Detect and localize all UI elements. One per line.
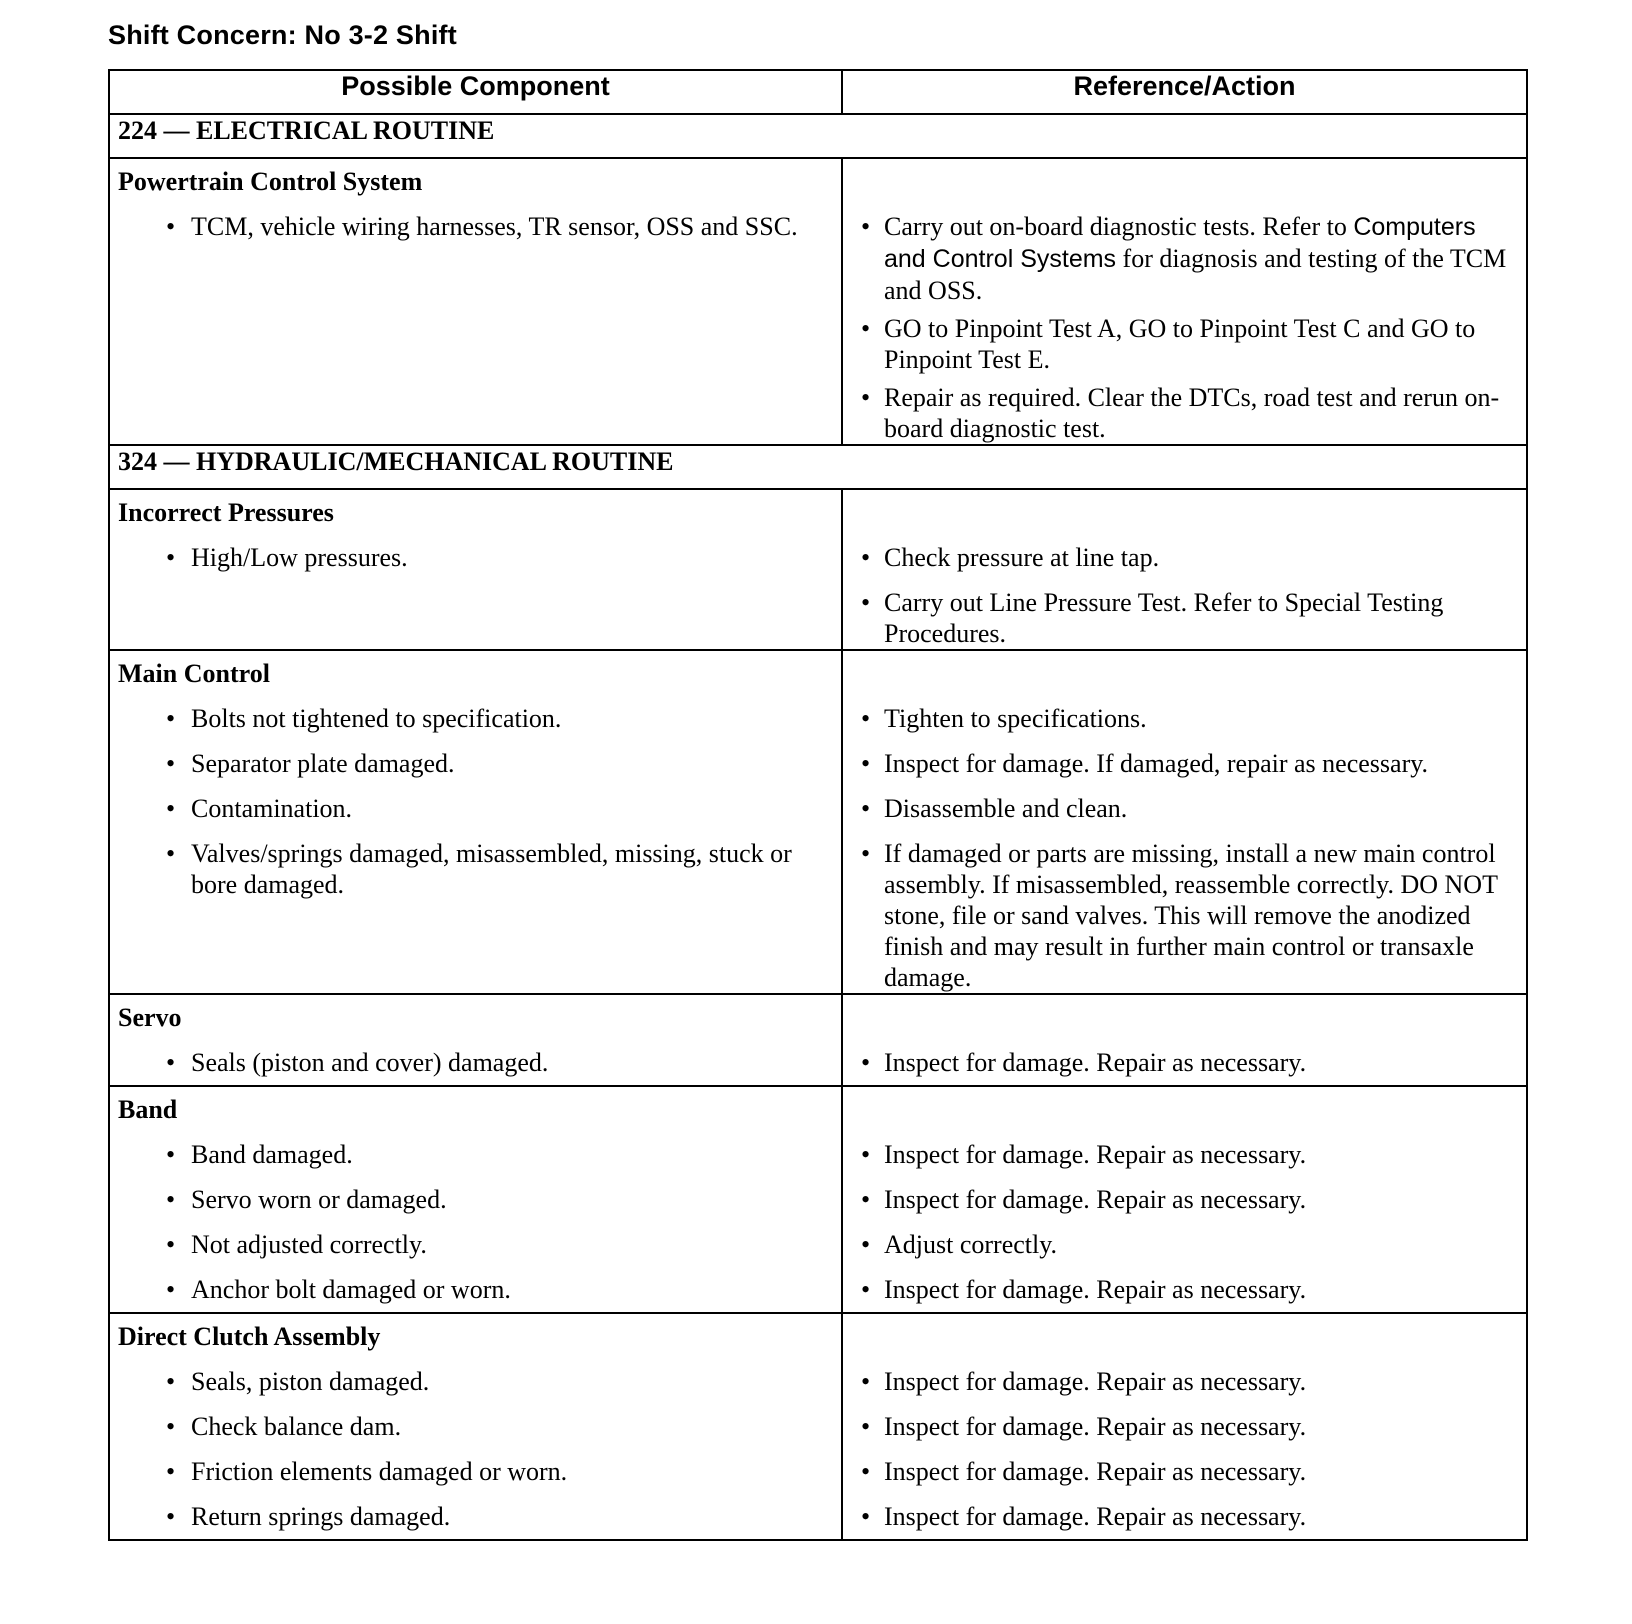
action-cell-servo xyxy=(842,994,1527,1086)
list-item: • Inspect for damage. Repair as necessary. xyxy=(851,1359,1518,1404)
list-item: • Not adjusted correctly. xyxy=(118,1222,833,1267)
routine-heading-324: 324 — HYDRAULIC/MECHANICAL ROUTINE xyxy=(109,445,1527,489)
group-title-servo: Servo xyxy=(118,1003,182,1032)
component-cell-servo xyxy=(109,994,842,1086)
list-item: • Seals (piston and cover) damaged. xyxy=(118,1040,833,1085)
list-item: • Carry out on-board diagnostic tests. Refer to Computers and Control Systems for diagnosis and testing of the TCM and OSS. xyxy=(851,204,1518,306)
group-title-powertrain: Powertrain Control System xyxy=(118,167,423,196)
group-title-main-control: Main Control xyxy=(118,659,270,688)
component-cell-band xyxy=(109,1086,842,1313)
table-row-incorrect-pressures xyxy=(109,489,1527,650)
routine-row-324 xyxy=(109,445,1527,489)
table-row-servo xyxy=(109,994,1527,1086)
routine-heading-224: 224 — ELECTRICAL ROUTINE xyxy=(109,114,1527,158)
list-item: • Separator plate damaged. xyxy=(118,741,833,786)
list-item: • Adjust correctly. xyxy=(851,1222,1518,1267)
list-item: • Inspect for damage. Repair as necessary. xyxy=(851,1449,1518,1494)
list-item: • High/Low pressures. xyxy=(118,535,833,580)
component-cell-direct-clutch xyxy=(109,1313,842,1540)
list-item: • Tighten to specifications. xyxy=(851,696,1518,741)
action-cell-direct-clutch xyxy=(842,1313,1527,1540)
list-item: • TCM, vehicle wiring harnesses, TR sensor, OSS and SSC. xyxy=(118,204,833,249)
list-item: • If damaged or parts are missing, install a new main control assembly. If misassembled, reassemble correctly. DO NOT stone, file or sand valves. This will remove the anodized finish and may result in further main control or transaxle damage. xyxy=(851,831,1518,993)
list-item: • Inspect for damage. Repair as necessary. xyxy=(851,1177,1518,1222)
list-item: • Inspect for damage. Repair as necessary. xyxy=(851,1132,1518,1177)
page-title: Shift Concern: No 3-2 Shift xyxy=(108,20,457,50)
list-item: • Inspect for damage. Repair as necessary. xyxy=(851,1040,1518,1085)
diagnostic-table xyxy=(108,69,1528,1541)
reference-link: Computers and Control Systems xyxy=(884,213,1476,273)
column-header-component: Possible Component xyxy=(109,70,842,114)
group-title-direct-clutch: Direct Clutch Assembly xyxy=(118,1322,381,1351)
list-item: • Seals, piston damaged. xyxy=(118,1359,833,1404)
component-cell-main-control xyxy=(109,650,842,994)
routine-row-224 xyxy=(109,114,1527,158)
list-item: • GO to Pinpoint Test A, GO to Pinpoint Test C and GO to Pinpoint Test E. xyxy=(851,306,1518,375)
list-item: • Anchor bolt damaged or worn. xyxy=(118,1267,833,1312)
list-item: • Check balance dam. xyxy=(118,1404,833,1449)
action-cell-powertrain xyxy=(842,158,1527,445)
component-cell-powertrain xyxy=(109,158,842,445)
table-row-band xyxy=(109,1086,1527,1313)
list-item: • Contamination. xyxy=(118,786,833,831)
table-row-direct-clutch xyxy=(109,1313,1527,1540)
list-item: • Band damaged. xyxy=(118,1132,833,1177)
list-item: • Inspect for damage. Repair as necessary. xyxy=(851,1494,1518,1539)
table-row-powertrain xyxy=(109,158,1527,445)
component-list-powertrain xyxy=(118,204,833,249)
group-title-band: Band xyxy=(118,1095,178,1124)
action-cell-band xyxy=(842,1086,1527,1313)
list-item: • Inspect for damage. Repair as necessary. xyxy=(851,1267,1518,1312)
list-item: • Carry out Line Pressure Test. Refer to Special Testing Procedures. xyxy=(851,580,1518,649)
action-cell-pressures xyxy=(842,489,1527,650)
table-row-main-control xyxy=(109,650,1527,994)
column-header-action: Reference/Action xyxy=(842,70,1527,114)
list-item: • Disassemble and clean. xyxy=(851,786,1518,831)
list-item: • Inspect for damage. Repair as necessary. xyxy=(851,1404,1518,1449)
list-item: • Inspect for damage. If damaged, repair as necessary. xyxy=(851,741,1518,786)
list-item: • Check pressure at line tap. xyxy=(851,535,1518,580)
list-item: • Servo worn or damaged. xyxy=(118,1177,833,1222)
list-item: • Valves/springs damaged, misassembled, missing, stuck or bore damaged. xyxy=(118,831,833,900)
action-cell-main-control xyxy=(842,650,1527,994)
table-header-row xyxy=(109,70,1527,114)
list-item: • Repair as required. Clear the DTCs, road test and rerun on-board diagnostic test. xyxy=(851,375,1518,444)
component-cell-pressures xyxy=(109,489,842,650)
group-title-pressures: Incorrect Pressures xyxy=(118,498,334,527)
list-item: • Return springs damaged. xyxy=(118,1494,833,1539)
list-item: • Bolts not tightened to specification. xyxy=(118,696,833,741)
list-item: • Friction elements damaged or worn. xyxy=(118,1449,833,1494)
action-list-powertrain xyxy=(851,204,1518,444)
